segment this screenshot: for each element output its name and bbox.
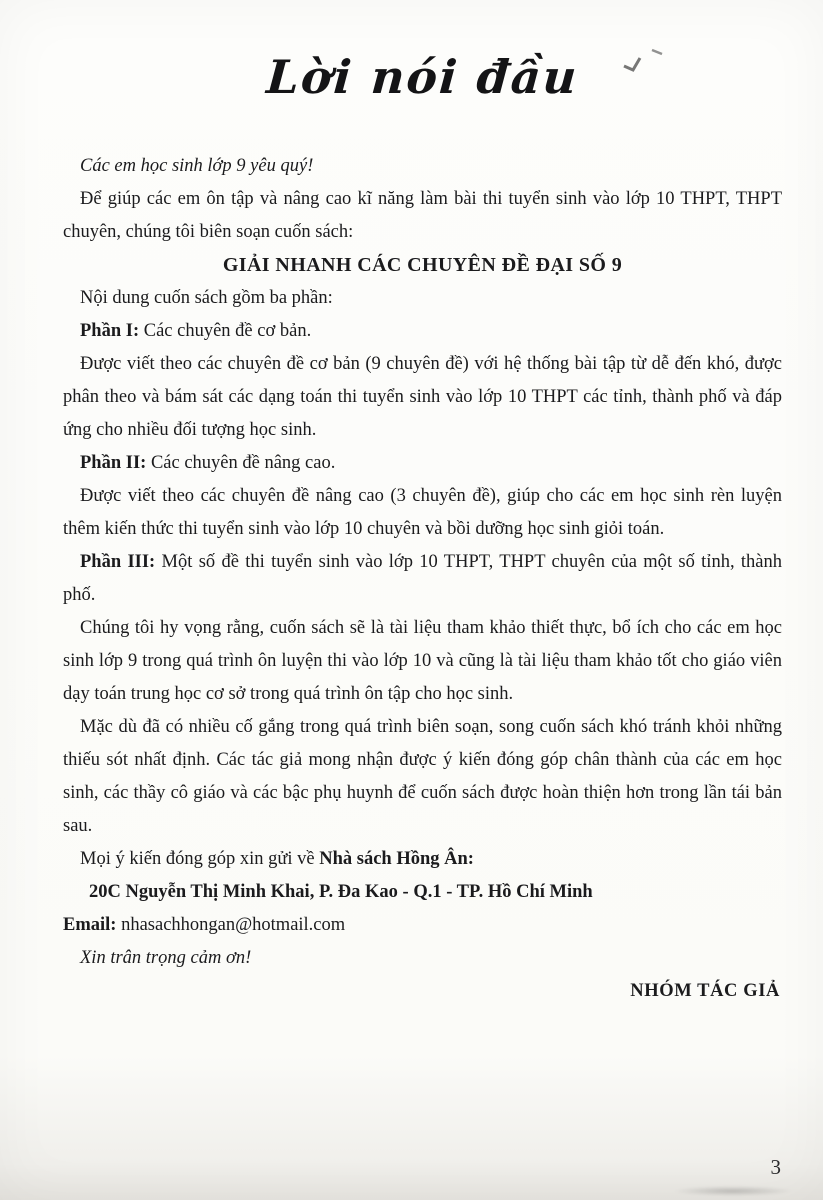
authors-signature: NHÓM TÁC GIẢ — [630, 981, 780, 1001]
contents-overview-line: Nội dung cuốn sách gồm ba phần: — [80, 288, 333, 308]
page-number: 3 — [770, 1155, 781, 1179]
bookstore-name: Nhà sách Hồng Ân: — [319, 849, 474, 869]
email-line — [63, 909, 782, 942]
preface-title: Lời nói đầu — [264, 50, 581, 104]
book-title-heading: GIẢI NHANH CÁC CHUYÊN ĐỀ ĐẠI SỐ 9 — [222, 254, 623, 276]
part-1-title: Các chuyên đề cơ bản. — [139, 321, 312, 341]
part-2-title: Các chuyên đề nâng cao. — [146, 453, 336, 473]
part-3-title: Một số đề thi tuyển sinh vào lớp 10 THPT, THPT chuyên của một số tỉnh, thành phố. — [63, 552, 782, 605]
page-content — [63, 0, 782, 1008]
email-label: Email: — [63, 915, 117, 935]
feedback-line — [63, 843, 782, 876]
part-3-label: Phần III: — [80, 552, 156, 572]
hope-paragraph: Chúng tôi hy vọng rằng, cuốn sách sẽ là tài liệu tham khảo thiết thực, bổ ích cho các em học sinh lớp 9 trong quá trình ôn luyện thi vào lớp 10 và cũng là tài liệu tham khảo tốt cho giáo viên dạy toán trung học cơ sở trong quá trình ôn tập cho học sinh. — [63, 618, 782, 704]
part-1-label: Phần I: — [80, 321, 140, 341]
part-1-description: Được viết theo các chuyên đề cơ bản (9 chuyên đề) với hệ thống bài tập từ dễ đến khó, được phân theo và bám sát các dạng toán thi tuyển sinh vào lớp 10 THPT các tỉnh, thành phố và đáp ứng cho nhiều đối tượng học sinh. — [63, 354, 782, 440]
address-line: 20C Nguyễn Thị Minh Khai, P. Đa Kao - Q.1 - TP. Hồ Chí Minh — [89, 882, 593, 902]
thanks-line: Xin trân trọng cảm ơn! — [80, 948, 252, 968]
greeting-line: Các em học sinh lớp 9 yêu quý! — [80, 156, 314, 176]
scan-smudge — [673, 1186, 793, 1196]
part-3-heading — [63, 546, 782, 612]
preface-body — [63, 150, 782, 1008]
part-1-heading — [63, 315, 782, 348]
intro-paragraph: Để giúp các em ôn tập và nâng cao kĩ năng làm bài thi tuyển sinh vào lớp 10 THPT, THPT chuyên, chúng tôi biên soạn cuốn sách: — [63, 189, 782, 242]
feedback-text: Mọi ý kiến đóng góp xin gửi về — [80, 849, 320, 869]
email-address: nhasachhongan@hotmail.com — [116, 915, 346, 935]
part-2-heading — [63, 447, 782, 480]
part-2-description: Được viết theo các chuyên đề nâng cao (3 chuyên đề), giúp cho các em học sinh rèn luyện thêm kiến thức thi tuyển sinh vào lớp 10 chuyên và bồi dưỡng học sinh giỏi toán. — [63, 486, 782, 539]
part-2-label: Phần II: — [80, 453, 147, 473]
apology-paragraph: Mặc dù đã có nhiều cố gắng trong quá trình biên soạn, song cuốn sách khó tránh khỏi những thiếu sót nhất định. Các tác giả mong nhận được ý kiến đóng góp chân thành của các em học sinh, các thầy cô giáo và các bậc phụ huynh để cuốn sách được hoàn thiện hơn trong lần tái bản sau. — [63, 717, 782, 836]
